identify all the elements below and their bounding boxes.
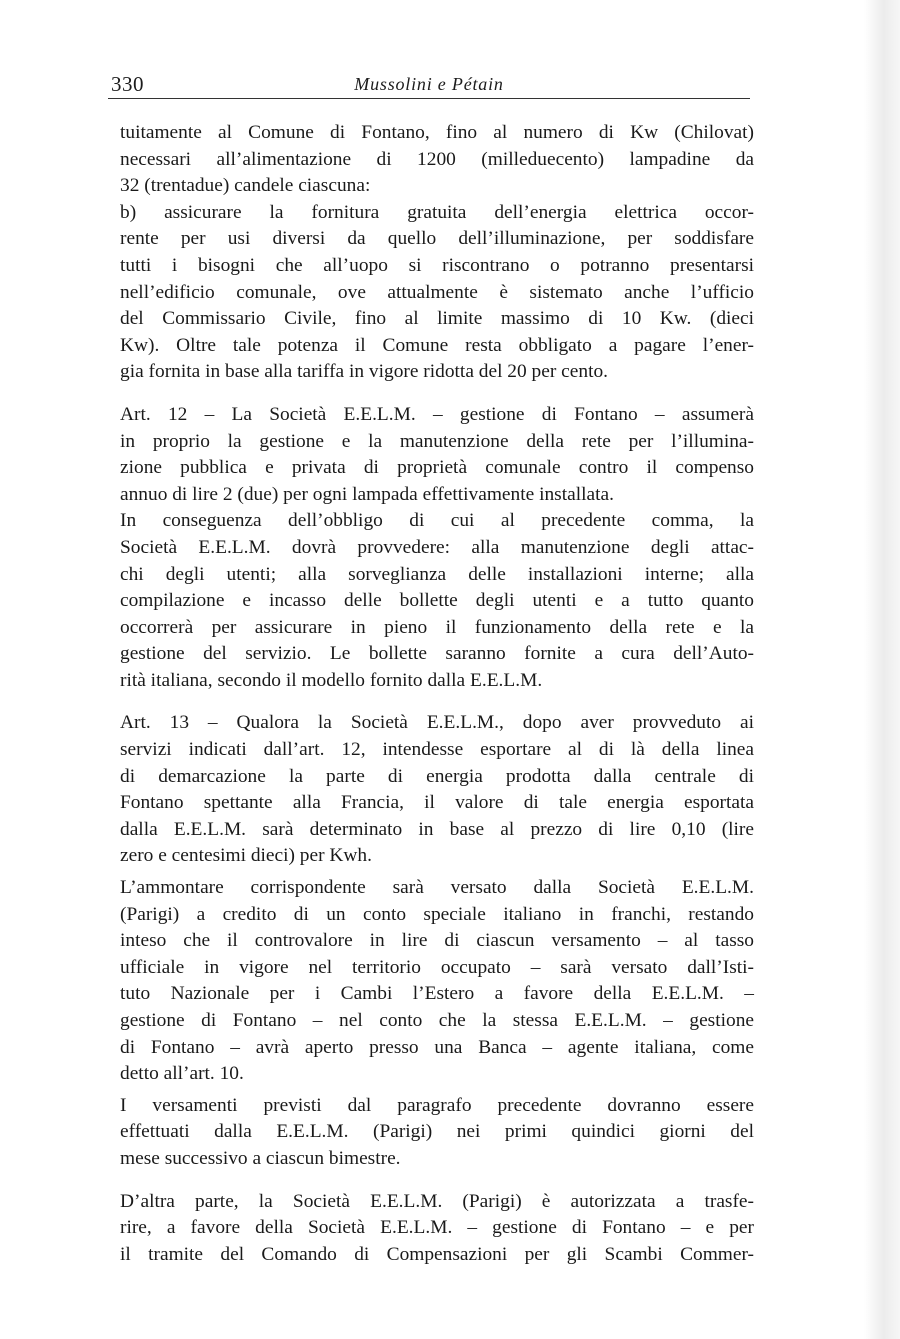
- page-edge-shadow: [864, 0, 900, 1339]
- text-line: gia fornita in base alla tariffa in vigore ridotta del 20 per cento.: [120, 361, 608, 383]
- text-line: il tramite del Comando di Compensazioni per gli Scambi Commer-: [120, 1243, 754, 1265]
- text-line: L’ammontare corrispondente sarà versato dalla Società E.E.L.M.: [120, 877, 754, 899]
- text-line: tuitamente al Comune di Fontano, fino al numero di Kw (Chilovat): [120, 122, 754, 143]
- text-line: nell’edificio comunale, ove attualmente è sistemato anche l’ufficio: [120, 281, 754, 303]
- paragraph-art-13: [120, 710, 754, 870]
- text-line: detto all’art. 10.: [120, 1063, 244, 1085]
- text-line: zero e centesimi dieci) per Kwh.: [120, 845, 372, 867]
- text-line: chi degli utenti; alla sorveglianza delle installazioni interne; alla: [120, 563, 754, 585]
- text-line: gestione di Fontano – nel conto che la stessa E.E.L.M. – gestione: [120, 1010, 754, 1031]
- text-line: compilazione e incasso delle bollette degli utenti e a tutto quanto: [120, 590, 754, 612]
- text-line: Società E.E.L.M. dovrà provvedere: alla manutenzione degli attac-: [120, 536, 754, 558]
- paragraph-continuation: [120, 120, 754, 200]
- paragraph-gap: [120, 386, 754, 402]
- text-line: Art. 12 – La Società E.E.L.M. – gestione di Fontano – assumerà: [120, 403, 754, 425]
- text-line: D’altra parte, la Società E.E.L.M. (Parigi) è autorizzata a trasfe-: [120, 1190, 754, 1212]
- text-line: rità italiana, secondo il modello fornito dalla E.E.L.M.: [120, 669, 543, 691]
- paragraph-ammontare: [120, 875, 754, 1088]
- running-header: [108, 70, 750, 99]
- text-line: gestione del servizio. Le bollette saranno fornite a cura dell’Auto-: [120, 643, 754, 665]
- text-line: dalla E.E.L.M. sarà determinato in base al prezzo di lire 0,10 (lire: [120, 818, 754, 840]
- running-title: Mussolini e Pétain: [354, 74, 504, 94]
- text-line: zione pubblica e privata di proprietà comunale contro il compenso: [120, 457, 754, 479]
- text-line: rente per usi diversi da quello dell’illuminazione, per soddisfare: [120, 228, 754, 250]
- text-line: I versamenti previsti dal paragrafo precedente dovranno essere: [120, 1094, 754, 1116]
- text-line: In conseguenza dell’obbligo di cui al precedente comma, la: [120, 510, 754, 532]
- text-line: del Commissario Civile, fino al limite massimo di 10 Kw. (dieci: [120, 308, 754, 330]
- text-line: Kw). Oltre tale potenza il Comune resta obbligato a pagare l’ener-: [120, 334, 754, 356]
- text-line: Fontano spettante alla Francia, il valore di tale energia esportata: [120, 792, 754, 814]
- text-line: ufficiale in vigore nel territorio occupato – sarà versato dall’Isti-: [120, 956, 754, 978]
- text-line: in proprio la gestione e la manutenzione della rete per l’illumina-: [120, 430, 754, 452]
- text-line: necessari all’alimentazione di 1200 (milleduecento) lampadine da: [120, 148, 754, 170]
- paragraph-art-12-continued: [120, 508, 754, 694]
- body-text: [120, 120, 754, 1268]
- text-line: servizi indicati dall’art. 12, intendesse esportare al di là della linea: [120, 739, 754, 761]
- paragraph-versamenti: [120, 1093, 754, 1173]
- paragraph-art-12: [120, 402, 754, 508]
- text-line: tuto Nazionale per i Cambi l’Estero a favore della E.E.L.M. –: [120, 983, 754, 1005]
- text-line: tutti i bisogni che all’uopo si riscontrano o potranno presentarsi: [120, 254, 754, 276]
- text-line: di demarcazione la parte di energia prodotta dalla centrale di: [120, 765, 754, 787]
- text-line: inteso che il controvalore in lire di ciascun versamento – al tasso: [120, 930, 754, 952]
- paragraph-clause-b: [120, 200, 754, 386]
- text-line: di Fontano – avrà aperto presso una Banca – agente italiana, come: [120, 1036, 754, 1058]
- text-line: (Parigi) a credito di un conto speciale italiano in franchi, restando: [120, 903, 754, 925]
- text-line: rire, a favore della Società E.E.L.M. – gestione di Fontano – e per: [120, 1217, 754, 1239]
- paragraph-gap: [120, 1173, 754, 1189]
- text-line: b) assicurare la fornitura gratuita dell’energia elettrica occor-: [120, 201, 754, 223]
- paragraph-gap: [120, 694, 754, 710]
- paragraph-altra-parte: [120, 1189, 754, 1269]
- page-number: 330: [111, 72, 144, 96]
- text-line: 32 (trentadue) candele ciascuna:: [120, 175, 371, 197]
- text-line: mese successivo a ciascun bimestre.: [120, 1147, 401, 1169]
- text-line: annuo di lire 2 (due) per ogni lampada effettivamente installata.: [120, 483, 614, 505]
- text-line: occorrerà per assicurare in pieno il funzionamento della rete e la: [120, 616, 754, 638]
- text-line: effettuati dalla E.E.L.M. (Parigi) nei primi quindici giorni del: [120, 1121, 754, 1143]
- text-line: Art. 13 – Qualora la Società E.E.L.M., dopo aver provveduto ai: [120, 712, 754, 734]
